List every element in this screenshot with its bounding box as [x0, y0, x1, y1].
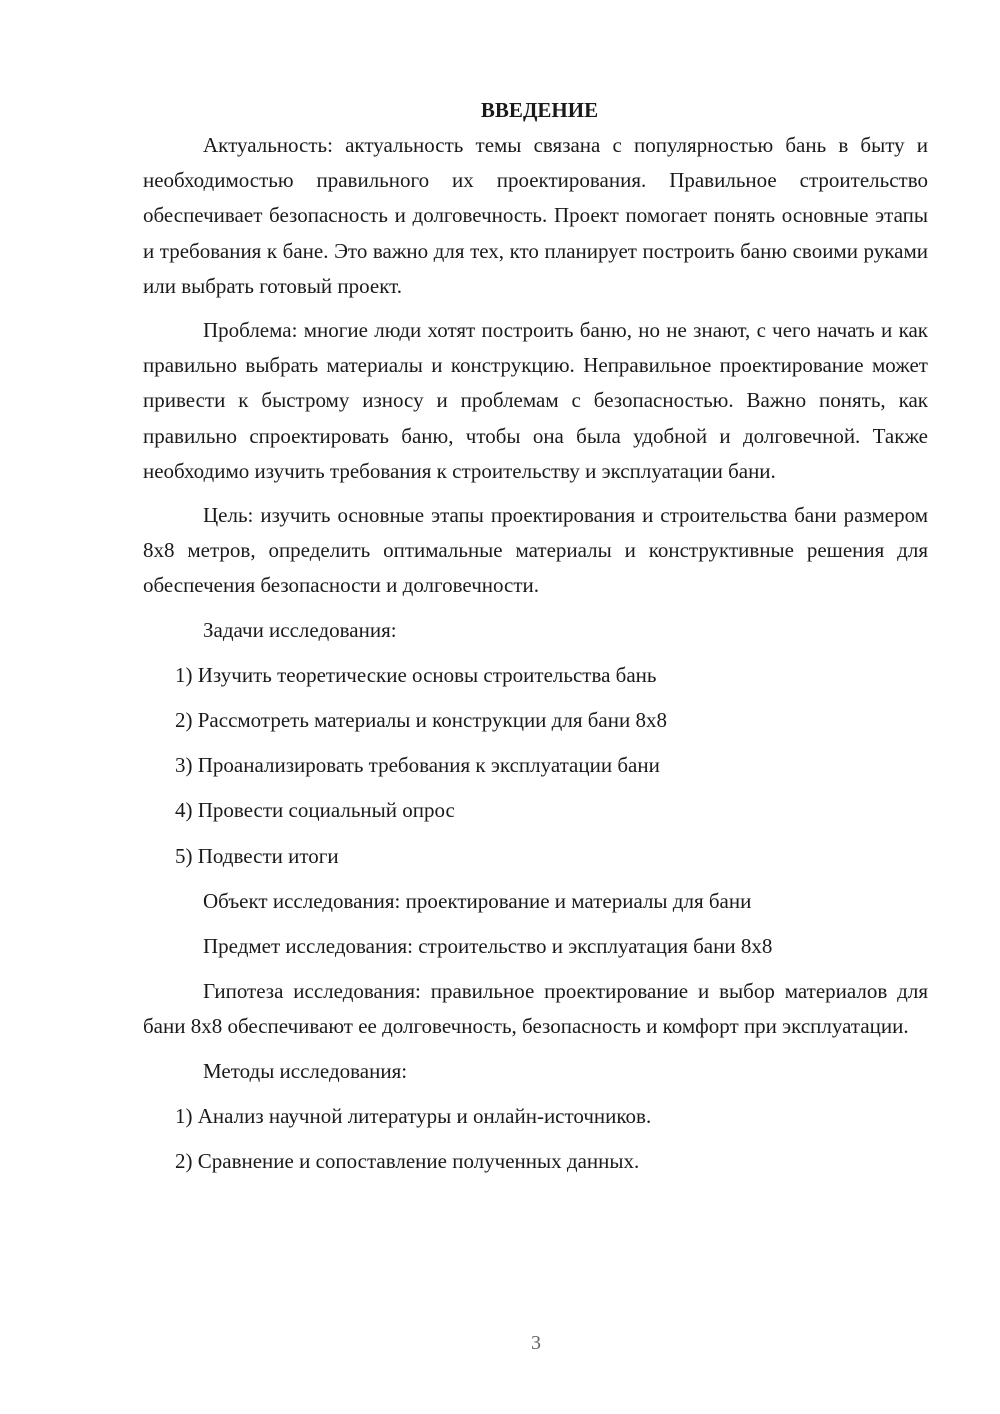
list-item: 4) Провести социальный опрос [175, 798, 455, 823]
goal-paragraph: Цель: изучить основные этапы проектирования и строительства бани размером 8х8 метров, определить оптимальные материалы и конструктивные решения для обеспечения безопасности и долговечности. [143, 503, 928, 598]
page-title: ВВЕДЕНИЕ [480, 98, 599, 122]
hypothesis-paragraph: Гипотеза исследования: правильное проектирование и выбор материалов для бани 8х8 обеспечивают ее долговечность, безопасность и комфорт при эксплуатации. [143, 979, 928, 1039]
page-number: 3 [531, 1332, 541, 1354]
list-item: 5) Подвести итоги [175, 843, 339, 868]
list-item: 1) Анализ научной литературы и онлайн-источников. [175, 1103, 652, 1128]
relevance-paragraph: Актуальность: актуальность темы связана с популярностью бань в быту и необходимостью правильного их проектирования. Правильное строительство обеспечивает безопасность и долговечность. Проект помогает понять основные этапы и требования к бане. Это важно для тех, кто планирует построить баню своими руками или выбрать готовый проект. [143, 133, 928, 298]
methods-heading: Методы исследования: [203, 1058, 408, 1083]
list-item: 1) Изучить теоретические основы строительства бань [175, 662, 657, 687]
problem-paragraph: Проблема: многие люди хотят построить баню, но не знают, с чего начать и как правильно выбрать материалы и конструкцию. Неправильное проектирование может привести к быстрому износу и проблемам с безопасностью. Важно понять, как правильно спроектировать баню, чтобы она была удобной и долговечной. Также необходимо изучить требования к строительству и эксплуатации бани. [143, 318, 928, 483]
tasks-list [143, 658, 928, 874]
list-item: 2) Рассмотреть материалы и конструкции для бани 8х8 [175, 708, 667, 733]
document-page [143, 92, 928, 1189]
methods-list [143, 1099, 928, 1179]
tasks-heading: Задачи исследования: [203, 617, 397, 642]
list-item: 2) Сравнение и сопоставление полученных данных. [175, 1149, 640, 1174]
subject-paragraph: Предмет исследования: строительство и эксплуатация бани 8х8 [203, 934, 773, 959]
list-item: 3) Проанализировать требования к эксплуатации бани [175, 753, 660, 778]
object-paragraph: Объект исследования: проектирование и материалы для бани [203, 888, 752, 913]
